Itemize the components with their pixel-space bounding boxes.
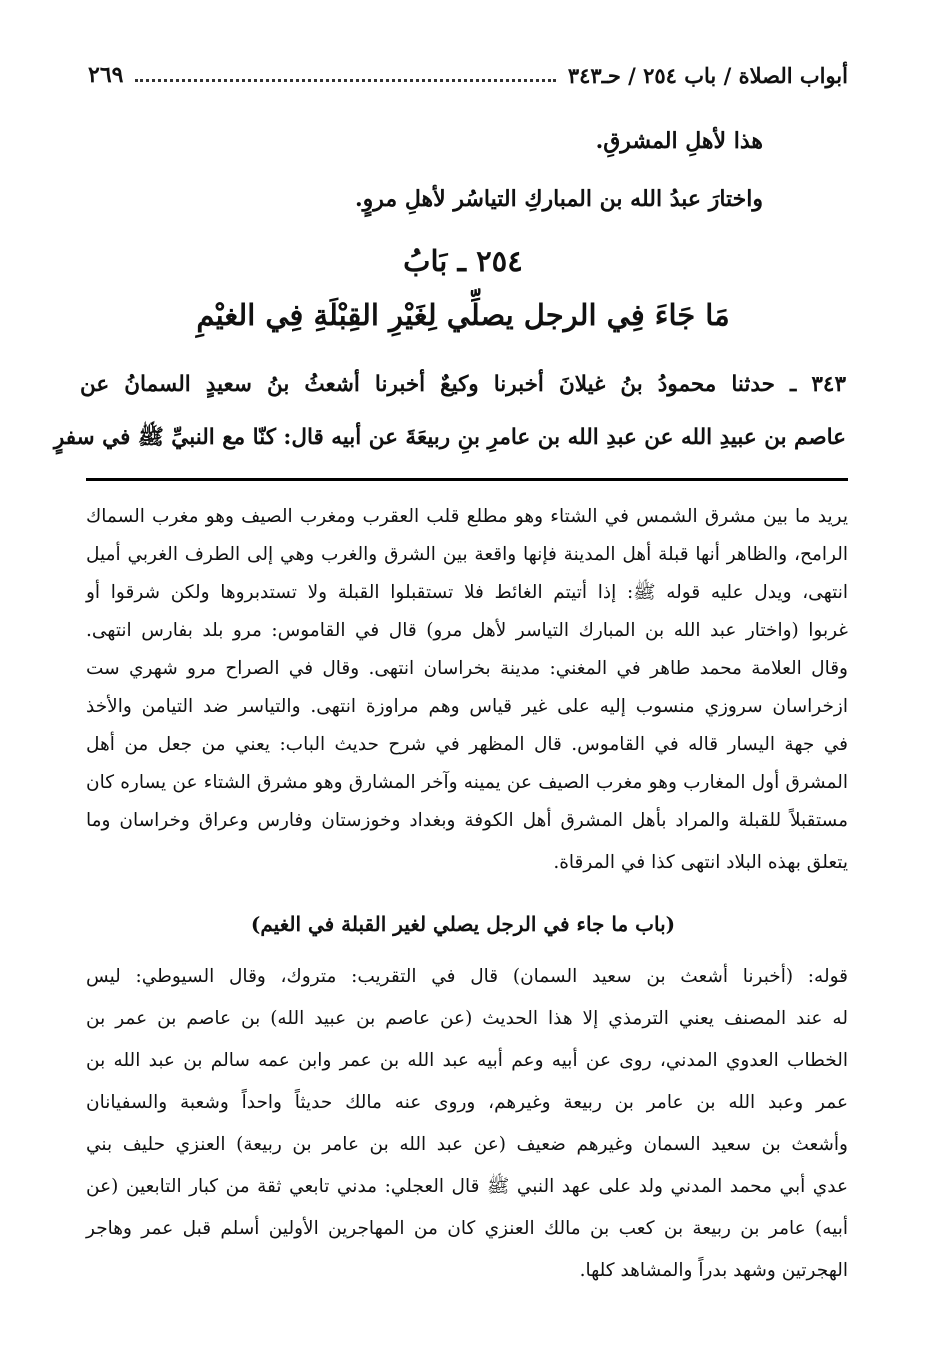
- leader-dots: [135, 79, 555, 82]
- commentary-line: له عند المصنف يعني الترمذي إلا هذا الحديث (عن عاصم بن عبيد الله) بن عاصم بن عمر بن: [86, 1008, 848, 1029]
- separator-rule: [86, 478, 848, 481]
- commentary-line: عمر وعبد الله بن عامر بن ربيعة وغيرهم، وروى عنه مالك حديثاً واحداً وشعبة والسفيانان: [86, 1092, 848, 1113]
- commentary-line: يريد ما بين مشرق الشمس في الشتاء وهو مطلع قلب العقرب ومغرب الصيف وهو مغرب السماك: [86, 506, 848, 527]
- hadith-line: عاصم بن عبيدِ الله عن عبدِ الله بن عامرِ بنِ ربيعَةَ عن أبيه قال: كنّا مع النبيِّ ﷺ في سفرٍ: [53, 425, 846, 450]
- commentary-line: يتعلق بهذه البلاد انتهى كذا في المرقاة.: [553, 852, 848, 873]
- intro-line: واختارَ عبدُ الله بن المباركِ التياسُر لأهلِ مروٍ.: [354, 186, 763, 212]
- commentary-line: الهجرتين وشهد بدراً والمشاهد كلها.: [579, 1260, 848, 1281]
- running-header: [88, 58, 848, 92]
- commentary-line: المشرق أول المغارب وهو مغرب الصيف عن يمينه وآخر المشارق وهو مشرق الشتاء عن يساره كان: [86, 772, 848, 793]
- commentary-line: قوله: (أخبرنا أشعث بن سعيد السمان) قال في التقريب: متروك، وقال السيوطي: ليس: [86, 966, 848, 987]
- commentary-line: مستقبلاً للقبلة والمراد بأهل المشرق أهل الكوفة وبغداد وخوزستان وفارس وعراق وخراسان وما: [86, 810, 848, 831]
- chapter-title: مَا جَاءَ فِي الرجل يصلِّي لِغَيْرِ القِبْلَةِ فِي الغيْمِ: [196, 298, 730, 332]
- running-title: أبواب الصلاة / باب ٢٥٤ / حـ٣٤٣: [567, 62, 848, 88]
- intro-line: هذا لأهلِ المشرقِ.: [595, 128, 763, 154]
- hadith-line: ٣٤٣ ـ حدثنا محمودُ بنُ غيلانَ أخبرنا وكيعٌ أخبرنا أشعثُ بنُ سعيدٍ السمانُ عن: [80, 372, 847, 397]
- commentary-line: وأشعث بن سعيد السمان وغيرهم ضعيف (عن عبد الله بن عامر بن ربيعة) العنزي حليف بني: [86, 1134, 848, 1155]
- commentary-line: الرامح، والظاهر أنها قبلة أهل المدينة فإنها واقعة بين الشرق والغرب وهي إلى الطرف الغربي أميل: [86, 544, 848, 565]
- section-subheading: (باب ما جاء في الرجل يصلي لغير القبلة في الغيم): [250, 912, 676, 936]
- chapter-number: ٢٥٤ ـ بَابُ: [403, 244, 523, 278]
- commentary-line: ازخراسان سروزي منسوب إليه على غير قياس وهم مراوزة انتهى. والتياسر ضد التيامن والأخذ: [86, 696, 848, 717]
- commentary-line: عدي أبي محمد المدني ولد على عهد النبي ﷺ قال العجلي: مدني تابعي ثقة من كبار التابعين (عن: [86, 1176, 848, 1197]
- commentary-line: الخطاب العدوي المدني، روى عن أبيه وعم أبيه عبد الله بن عمر وابن عمه سالم بن عبد الله بن: [86, 1050, 848, 1071]
- commentary-line: غربوا (واختار عبد الله بن المبارك التياسر لأهل مرو) قال في القاموس: مرو بلد بفارس انتهى.: [86, 620, 848, 641]
- commentary-line: انتهى، ويدل عليه قوله ﷺ: إذا أتيتم الغائط فلا تستقبلوا القبلة ولا تستدبروها ولكن شرقوا أو: [86, 582, 848, 603]
- commentary-line: في جهة اليسار قاله في القاموس. قال المظهر في شرح حديث الباب: يعني من جعل من أهل: [86, 734, 848, 755]
- commentary-line: أبيه) عامر بن ربيعة بن كعب بن مالك العنزي كان من المهاجرين الأولين أسلم قبل عمر وهاجر: [86, 1218, 848, 1239]
- commentary-line: وقال العلامة محمد طاهر في المغني: مدينة بخراسان انتهى. وقال في الصراح مرو شهري ست: [86, 658, 848, 679]
- page-number: ٢٦٩: [88, 62, 124, 88]
